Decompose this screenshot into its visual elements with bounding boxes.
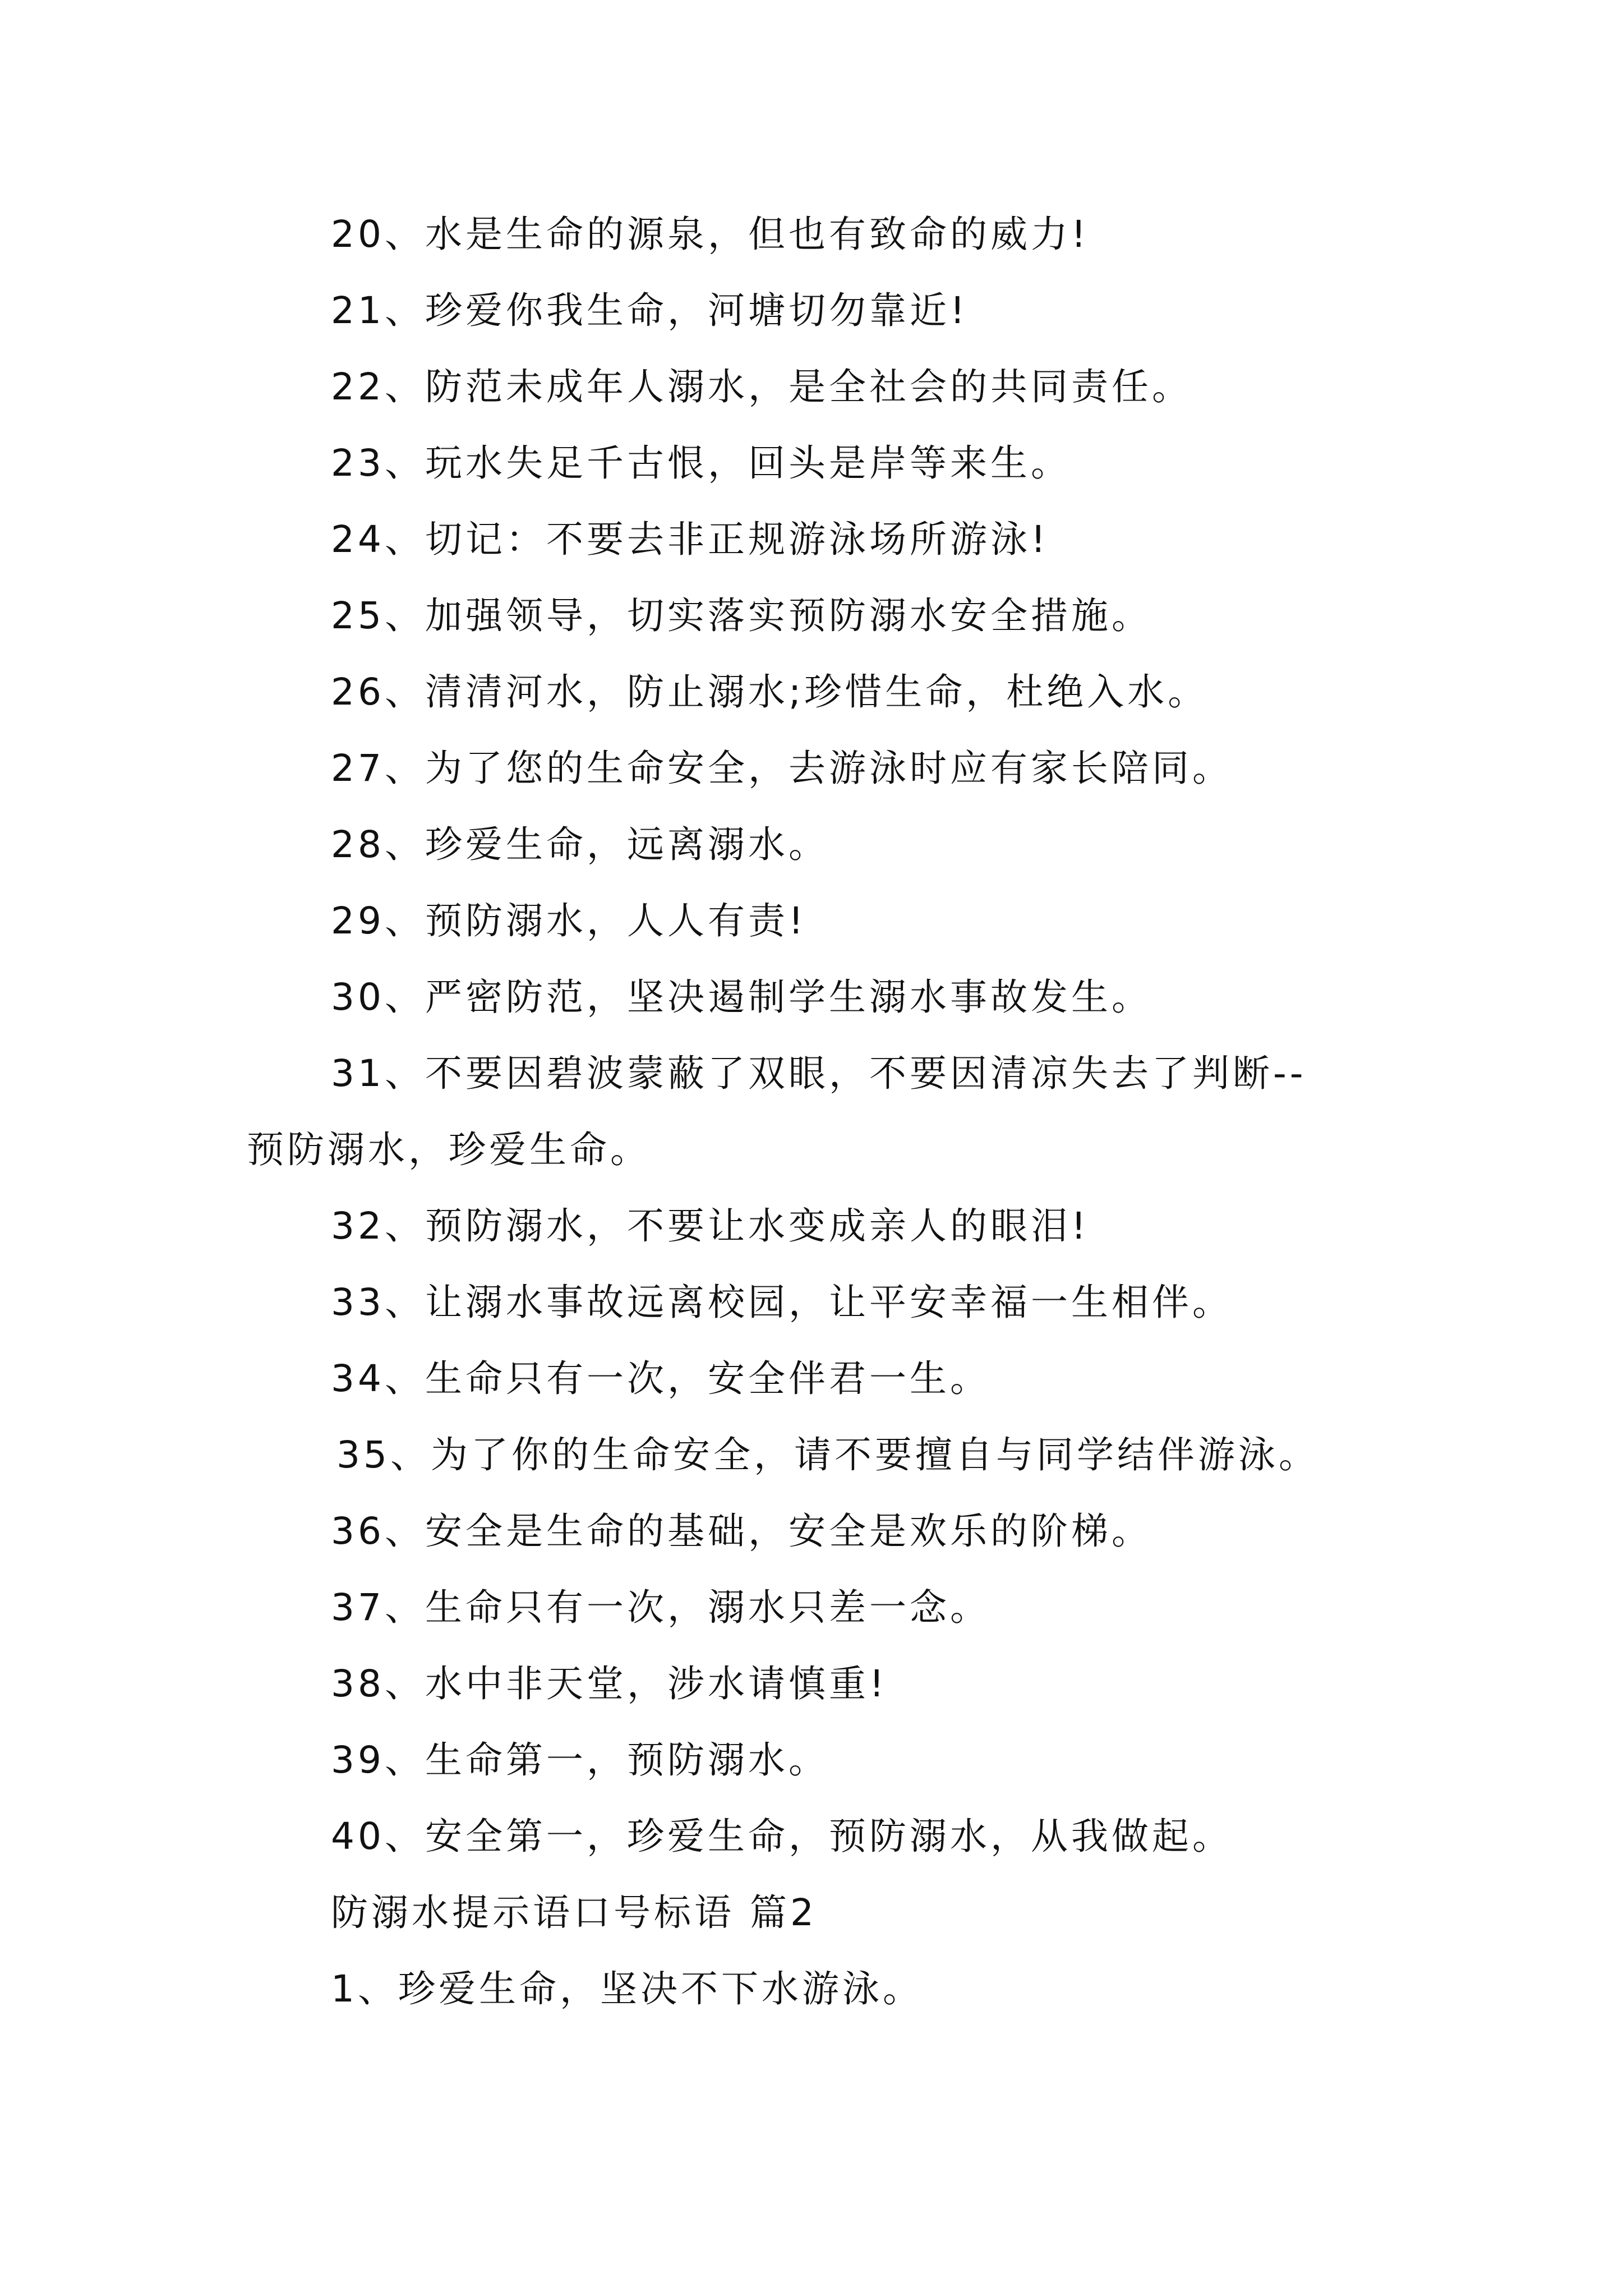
slogan-line-21: 21、珍爱你我生命，河塘切勿靠近! [331, 289, 969, 332]
slogan-text-block [247, 196, 1424, 2027]
slogan-line-25: 25、加强领导，切实落实预防溺水安全措施。 [331, 594, 1152, 637]
slogan-line-26: 26、清清河水，防止溺水;珍惜生命，杜绝入水。 [331, 670, 1209, 714]
slogan-line-24: 24、切记：不要去非正规游泳场所游泳! [331, 518, 1049, 561]
slogan-line-37: 37、生命只有一次，溺水只差一念。 [331, 1586, 990, 1629]
slogan-line-38: 38、水中非天堂，涉水请慎重! [331, 1662, 888, 1705]
slogan-line-39: 39、生命第一，预防溺水。 [331, 1738, 829, 1782]
slogan-line-36: 36、安全是生命的基础，安全是欢乐的阶梯。 [331, 1510, 1152, 1553]
slogan-line-30: 30、严密防范，坚决遏制学生溺水事故发生。 [331, 976, 1152, 1019]
slogan-line-31: 31、不要因碧波蒙蔽了双眼，不要因清凉失去了判断-- [331, 1052, 1307, 1095]
slogan-line-1: 1、珍爱生命，坚决不下水游泳。 [331, 1967, 923, 2010]
slogan-line-32: 32、预防溺水，不要让水变成亲人的眼泪! [331, 1204, 1090, 1248]
slogan-line-29: 29、预防溺水，人人有责! [331, 899, 807, 942]
slogan-line-28: 28、珍爱生命，远离溺水。 [331, 823, 829, 866]
slogan-line-40: 40、安全第一，珍爱生命，预防溺水，从我做起。 [331, 1815, 1233, 1858]
slogan-line-33: 33、让溺水事故远离校园，让平安幸福一生相伴。 [331, 1281, 1233, 1324]
slogan-line-34: 34、生命只有一次，安全伴君一生。 [331, 1357, 990, 1400]
slogan-line-22: 22、防范未成年人溺水，是全社会的共同责任。 [331, 365, 1192, 408]
slogan-line-20: 20、水是生命的源泉，但也有致命的威力! [331, 213, 1090, 256]
slogan-line-27: 27、为了您的生命安全，去游泳时应有家长陪同。 [331, 747, 1233, 790]
slogan-line-31-continued: 预防溺水，珍爱生命。 [247, 1128, 651, 1171]
slogan-line-23: 23、玩水失足千古恨，回头是岸等来生。 [331, 441, 1071, 485]
slogan-line-35: 35、为了你的生命安全，请不要擅自与同学结伴游泳。 [336, 1433, 1319, 1476]
section-heading: 防溺水提示语口号标语 篇2 [331, 1891, 817, 1934]
